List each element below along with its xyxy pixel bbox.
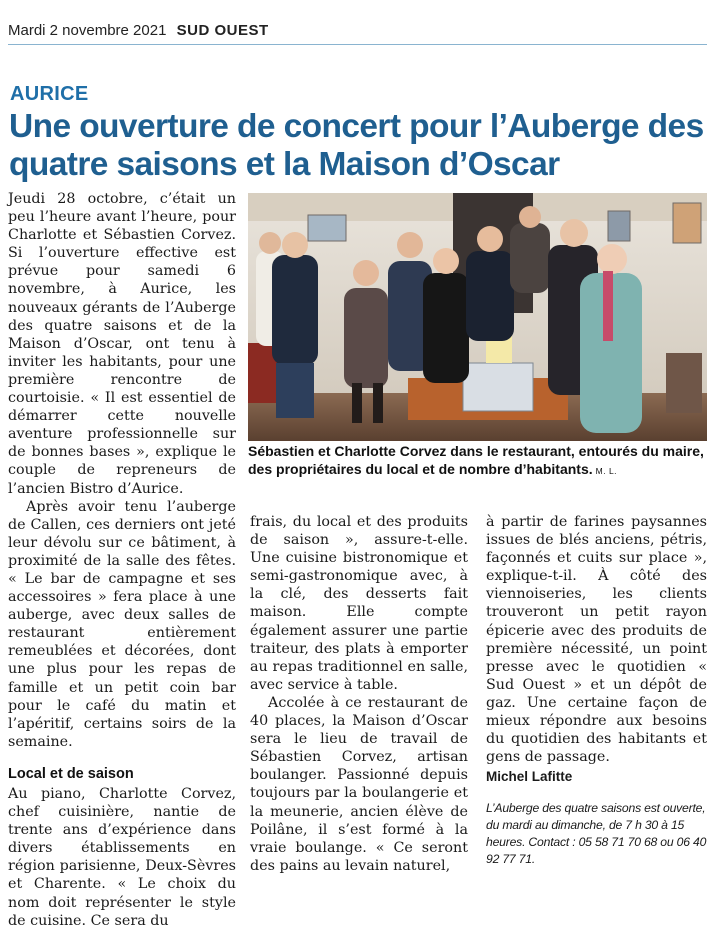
page-header bbox=[8, 22, 269, 39]
header-rule bbox=[8, 44, 707, 45]
paragraph: frais, du local et des produits de saison », assure-t-elle. Une cuisine bistronomique et semi-gastronomique avec, à la clé, des desserts fait maison. Elle compte également assurer une partie traiteur, des plats à emporter au repas traditionnel en salle, avec service à table. bbox=[250, 514, 468, 693]
article-column-3 bbox=[486, 513, 707, 868]
author-signature: Michel Lafitte bbox=[486, 769, 573, 785]
group-photo-illustration bbox=[248, 193, 707, 441]
paragraph: Au piano, Charlotte Corvez, chef cuisinière, nantie de trente ans d’expérience dans divers établissements en région parisienne, Deux-Sèvres et Charente. « Le choix du nom doit représenter le style de cuisine. Ce sera du bbox=[8, 786, 236, 929]
caption-text: Sébastien et Charlotte Corvez dans le restaurant, entourés du maire, des propriétaires du local et de nombre d’habitants. bbox=[248, 443, 704, 477]
article-photo bbox=[248, 193, 707, 441]
photo-caption bbox=[248, 443, 710, 480]
paragraph: Accolée à ce restaurant de 40 places, la Maison d’Oscar sera le lieu de travail de Sébastien Corvez, artisan boulanger. Passionné depuis toujours par la boulangerie et la meunerie, ancien élève de Poilâne, il s’est formé à la vraie boulange. « Ce seront des pains au levain naturel, bbox=[250, 694, 468, 874]
paragraph: à partir de farines paysannes issues de blés anciens, pétris, façonnés et cuits sur place », explique-t-il. À côté des viennoiseries, les clients trouveront un petit rayon épicerie avec des produits de première nécessité, un point presse avec le quotidien « Sud Ouest » et un dépôt de gaz. Une certaine façon de mieux répondre aux besoins du quotidien des habitants et gens de passage. bbox=[486, 514, 707, 766]
article-subhead: Local et de saison bbox=[8, 765, 134, 782]
article-column-2 bbox=[250, 513, 468, 875]
paragraph: Après avoir tenu l’auberge de Callen, ces derniers ont jeté leur dévolu sur ce bâtiment, à proximité de la salle des fêtes. « Le bar de campagne et ses accessoires » fera place à une auberge, avec deux salles de restaurant entièrement remeublées et décorées, dont une plus pour les repas de famille et un petit coin bar pour le café du matin et l’apéritif, certains soirs de la semaine. bbox=[8, 498, 236, 750]
issue-date: Mardi 2 novembre 2021 bbox=[8, 22, 167, 39]
photo-credit: M. L. bbox=[595, 465, 618, 476]
article-kicker: AURICE bbox=[10, 83, 89, 105]
paragraph: Jeudi 28 octobre, c’était un peu l’heure avant l’heure, pour Charlotte et Sébastien Corvez. Si l’ouverture effective est prévue pour samedi 6 novembre, à Aurice, les nouveaux gérants de l’Auberge des quatre saisons et de la Maison d’Oscar, ont tenu à inviter les habitants, pour une première rencontre de courtoisie. « Il est essentiel de démarrer cette nouvelle aventure professionnelle sur de bonnes bases », explique le couple de repreneurs de l’ancien Bistro d’Aurice. bbox=[8, 191, 236, 497]
practical-info: L’Auberge des quatre saisons est ouverte, du mardi au dimanche, de 7 h 30 à 15 heures. Contact : 05 58 71 70 68 ou 06 40 92 77 71. bbox=[486, 801, 707, 867]
article-column-1 bbox=[8, 190, 236, 930]
article-headline: Une ouverture de concert pour l’Auberge des quatre saisons et la Maison d’Oscar bbox=[9, 108, 704, 183]
publication-name: SUD OUEST bbox=[176, 22, 269, 39]
